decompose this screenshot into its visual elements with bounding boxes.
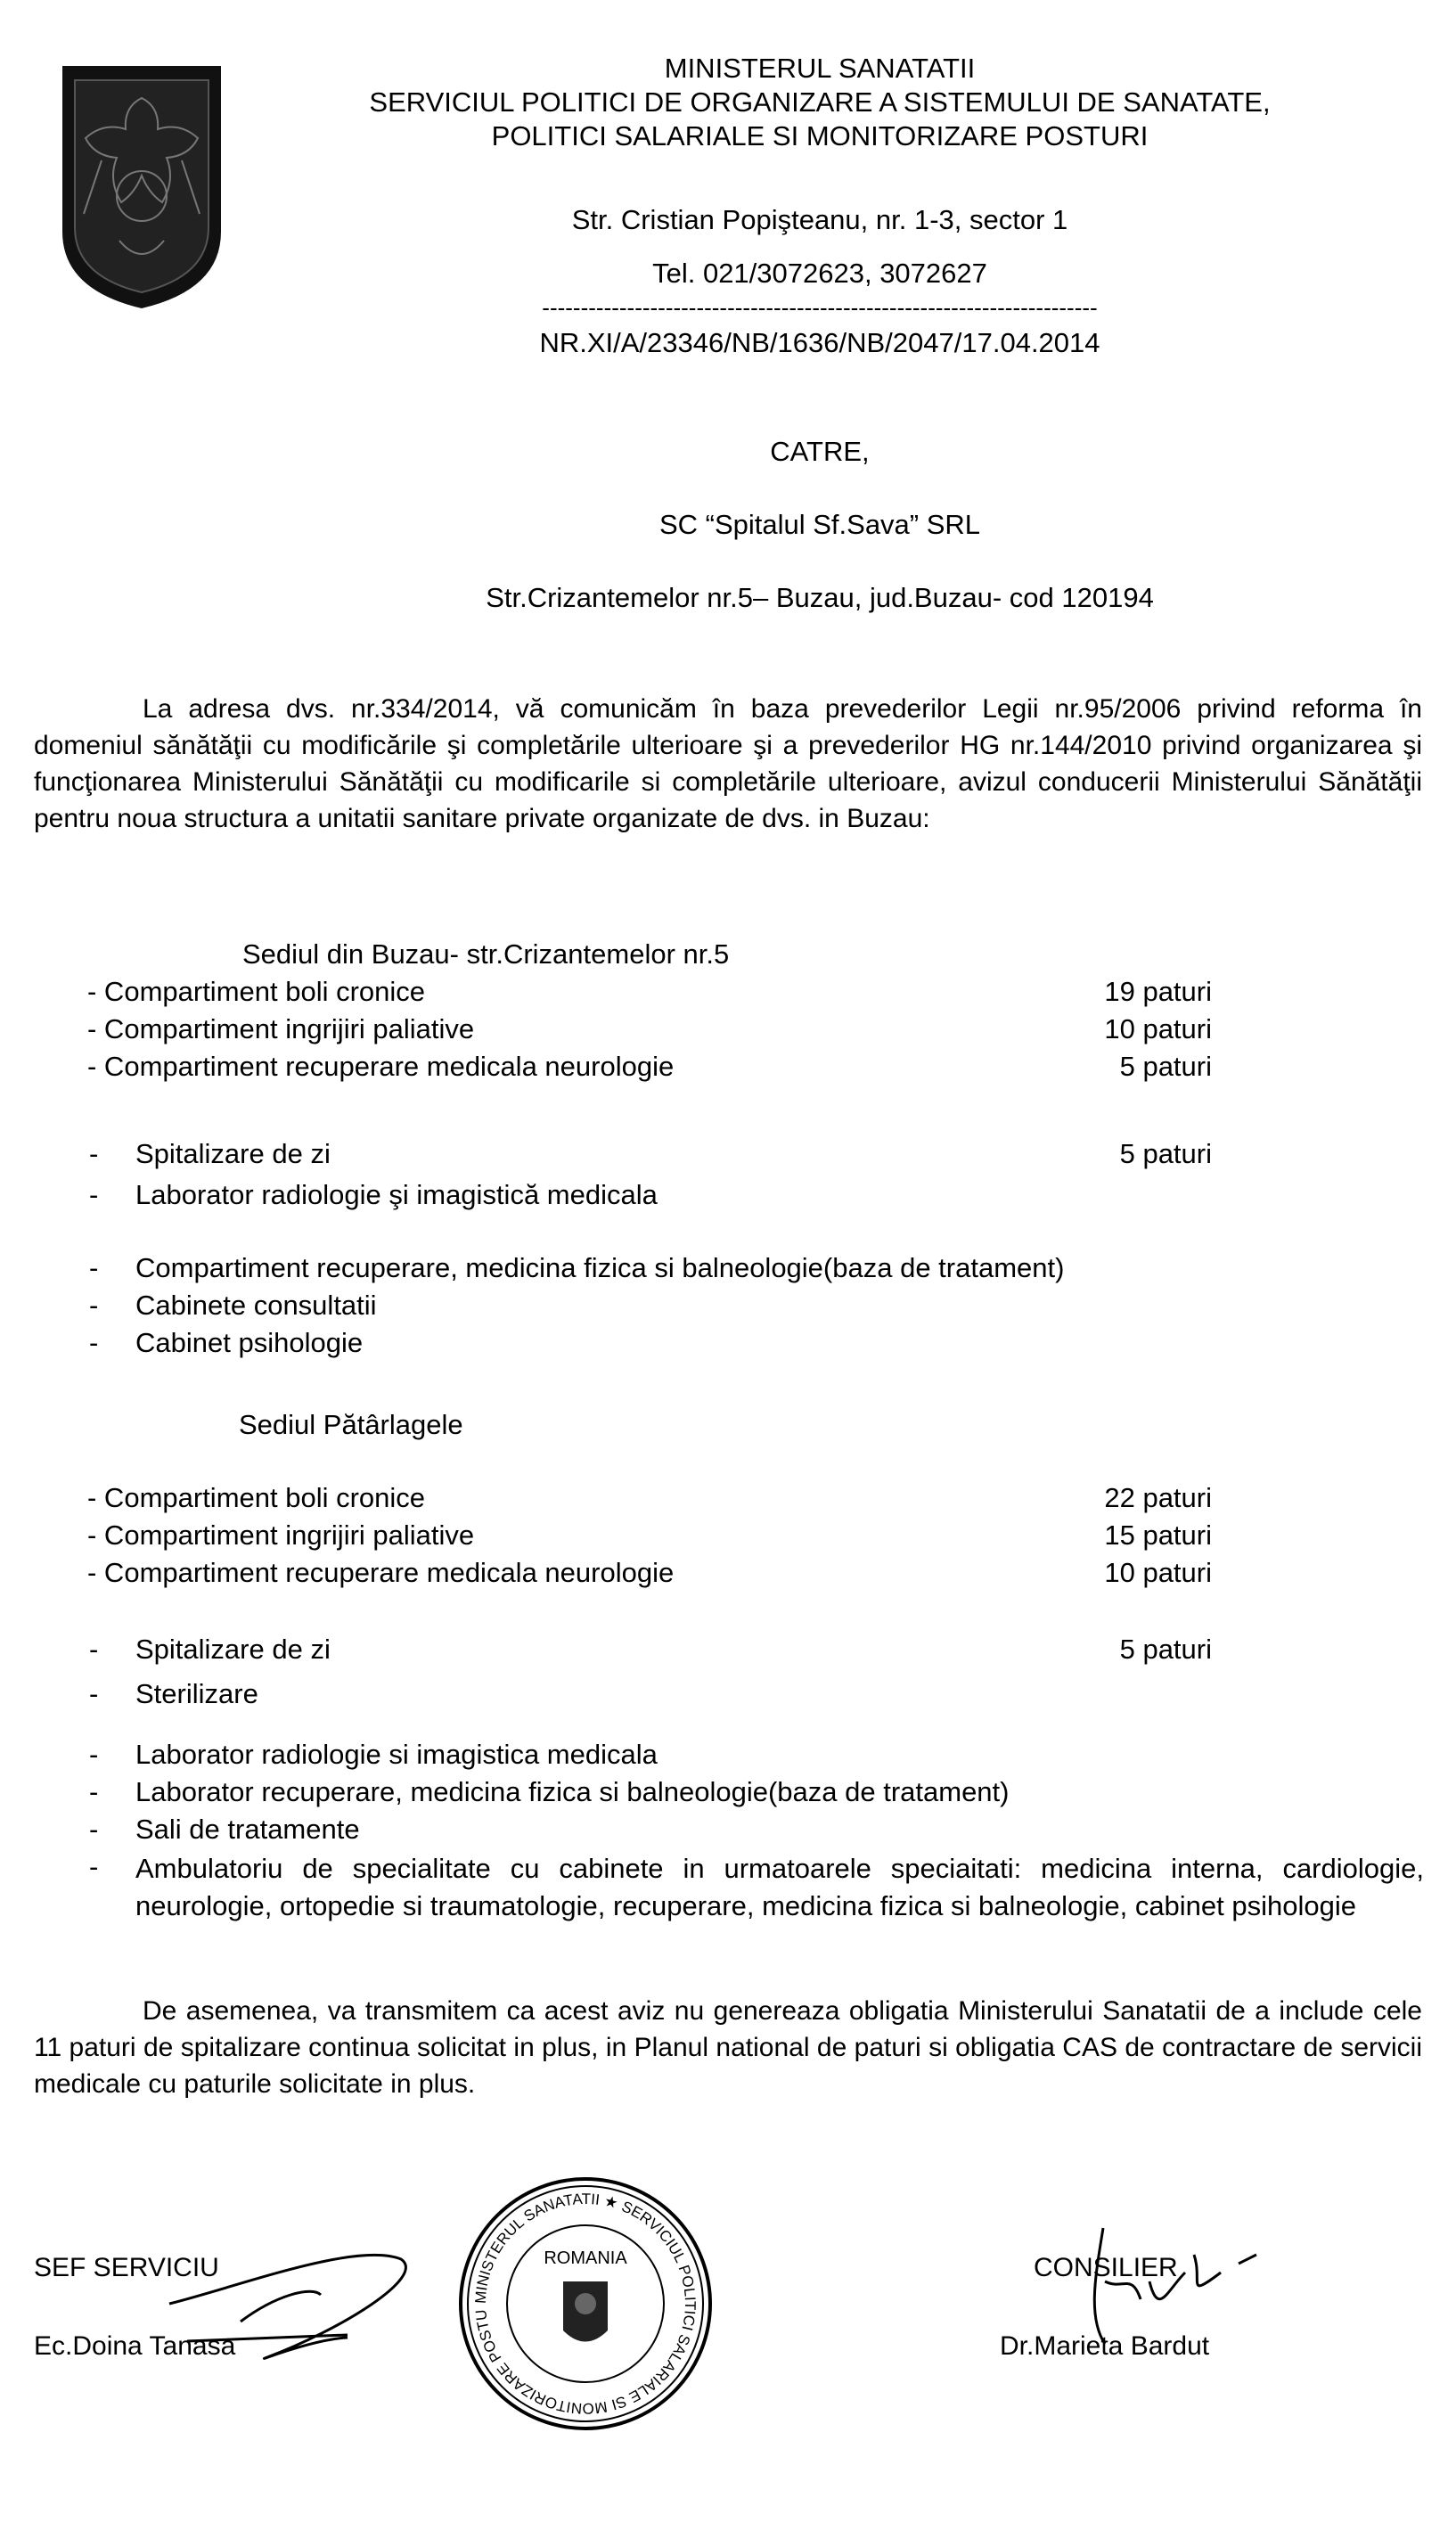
bullet-dash: - xyxy=(89,1138,99,1169)
bullet-dash: - xyxy=(89,1290,99,1321)
bullet-dash: - xyxy=(89,1814,99,1845)
stamp-center-text: ROMANIA xyxy=(544,2248,627,2268)
left-signatory-title: SEF SERVICIU xyxy=(34,2253,219,2282)
unit-label: Spitalizare de zi xyxy=(135,1634,331,1665)
left-signatory-name: Ec.Doina Tanasa xyxy=(34,2331,236,2361)
compartment-label: - Compartiment boli cronice xyxy=(87,1482,426,1513)
bullet-dash: - xyxy=(89,1776,99,1807)
compartment-label: - Compartiment ingrijiri paliative xyxy=(87,1519,475,1551)
right-signatory-name: Dr.Marieta Bardut xyxy=(1000,2331,1210,2361)
official-stamp xyxy=(456,2175,715,2433)
left-handwritten-signature xyxy=(134,2224,428,2375)
recipient-address: Str.Crizantemelor nr.5– Buzau, jud.Buzau- cod 120194 xyxy=(486,582,1154,613)
recipient-name: SC “Spitalul Sf.Sava” SRL xyxy=(658,509,981,540)
compartment-label: - Compartiment recuperare medicala neurologie xyxy=(87,1051,675,1082)
unit-label: Laborator radiologie şi imagistică medicala xyxy=(135,1179,658,1210)
service-title-line-2: POLITICI SALARIALE SI MONITORIZARE POSTURI xyxy=(491,120,1149,152)
closing-paragraph: De asemenea, va transmitem ca acest aviz nu genereaza obligatia Ministerului Sanatatii de a include cele 11 paturi de spitalizare continua solicitat in plus, in Planul national de paturi si obligatia CAS de contractare de servicii medicale cu paturile solicitate in plus. xyxy=(34,1996,1422,2099)
bullet-dash: - xyxy=(89,1634,99,1665)
right-signatory-title: CONSILIER xyxy=(1034,2253,1178,2282)
bullet-dash: - xyxy=(89,1252,99,1283)
service-title-line-1: SERVICIUL POLITICI DE ORGANIZARE A SISTEMULUI DE SANATATE, xyxy=(369,86,1271,118)
compartment-beds: 22 paturi xyxy=(1104,1482,1212,1513)
compartment-beds: 10 paturi xyxy=(1104,1557,1212,1588)
right-handwritten-signature xyxy=(1069,2219,1283,2353)
compartment-beds: 19 paturi xyxy=(1104,976,1212,1007)
unit-label: Cabinet psihologie xyxy=(135,1327,364,1358)
unit-label: Cabinete consultatii xyxy=(135,1290,377,1321)
sediu-patarlagele-title: Sediul Pătârlagele xyxy=(239,1409,463,1440)
bullet-dash: - xyxy=(89,1678,99,1709)
recipient-to-label: CATRE, xyxy=(770,436,870,467)
unit-label: Laborator recuperare, medicina fizica si balneologie(baza de tratament) xyxy=(135,1776,1010,1807)
unit-label: Sali de tratamente xyxy=(135,1814,360,1845)
ambulatoriu-item: Ambulatoriu de specialitate cu cabinete in urmatoarele speciaitati: medicina interna, cardiologie, neurologie, ortopedie si traumatologie, recuperare, medicina fizica si balneologie, cabinet psihologie xyxy=(135,1853,1424,1921)
sediu-buzau-title: Sediul din Buzau- str.Crizantemelor nr.5 xyxy=(242,938,730,970)
bullet-dash: - xyxy=(89,1327,99,1358)
unit-label: Compartiment recuperare, medicina fizica si balneologie(baza de tratament) xyxy=(135,1252,1065,1283)
compartment-beds: 5 paturi xyxy=(1119,1051,1212,1082)
stamp-crest-icon xyxy=(563,2281,608,2342)
ministry-title: MINISTERUL SANATATII xyxy=(664,53,976,84)
compartment-label: - Compartiment ingrijiri paliative xyxy=(87,1013,475,1044)
compartment-label: - Compartiment boli cronice xyxy=(87,976,426,1007)
unit-label: Sterilizare xyxy=(135,1678,258,1709)
unit-beds: 5 paturi xyxy=(1119,1138,1212,1169)
ministry-phone: Tel. 021/3072623, 3072627 xyxy=(652,258,987,289)
stamp-outer-text: MINISTERUL SANATATII ★ SERVICIUL POLITICI SALARIALE SI MONITORIZARE POSTU xyxy=(471,2190,699,2418)
compartment-beds: 10 paturi xyxy=(1104,1013,1212,1044)
document-reference-number: NR.XI/A/23346/NB/1636/NB/2047/17.04.2014 xyxy=(539,327,1100,358)
bullet-dash: - xyxy=(89,1851,99,1882)
unit-beds: 5 paturi xyxy=(1119,1634,1212,1665)
ministry-address: Str. Cristian Popişteanu, nr. 1-3, sector 1 xyxy=(571,204,1068,235)
bullet-dash: - xyxy=(89,1179,99,1210)
header-separator: ------------------------------------------------------------------------ xyxy=(542,294,1098,321)
compartment-beds: 15 paturi xyxy=(1104,1519,1212,1551)
compartment-label: - Compartiment recuperare medicala neurologie xyxy=(87,1557,675,1588)
bullet-dash: - xyxy=(89,1739,99,1770)
unit-label: Laborator radiologie si imagistica medicala xyxy=(135,1739,658,1770)
unit-label: Spitalizare de zi xyxy=(135,1138,331,1169)
intro-paragraph: La adresa dvs. nr.334/2014, vă comunicăm în baza prevederilor Legii nr.95/2006 privind reforma în domeniul sănătăţii cu modificările şi completările ulterioare şi a prevederilor HG nr.144/2010 privind organizarea şi funcţionarea Ministerului Sănătăţii cu modificarile si completările ulterioare, avizul conducerii Ministerului Sănătăţii pentru noua structura a unitatii sanitare private organizate de dvs. in Buzau: xyxy=(34,694,1422,833)
coat-of-arms-emblem xyxy=(57,62,226,312)
